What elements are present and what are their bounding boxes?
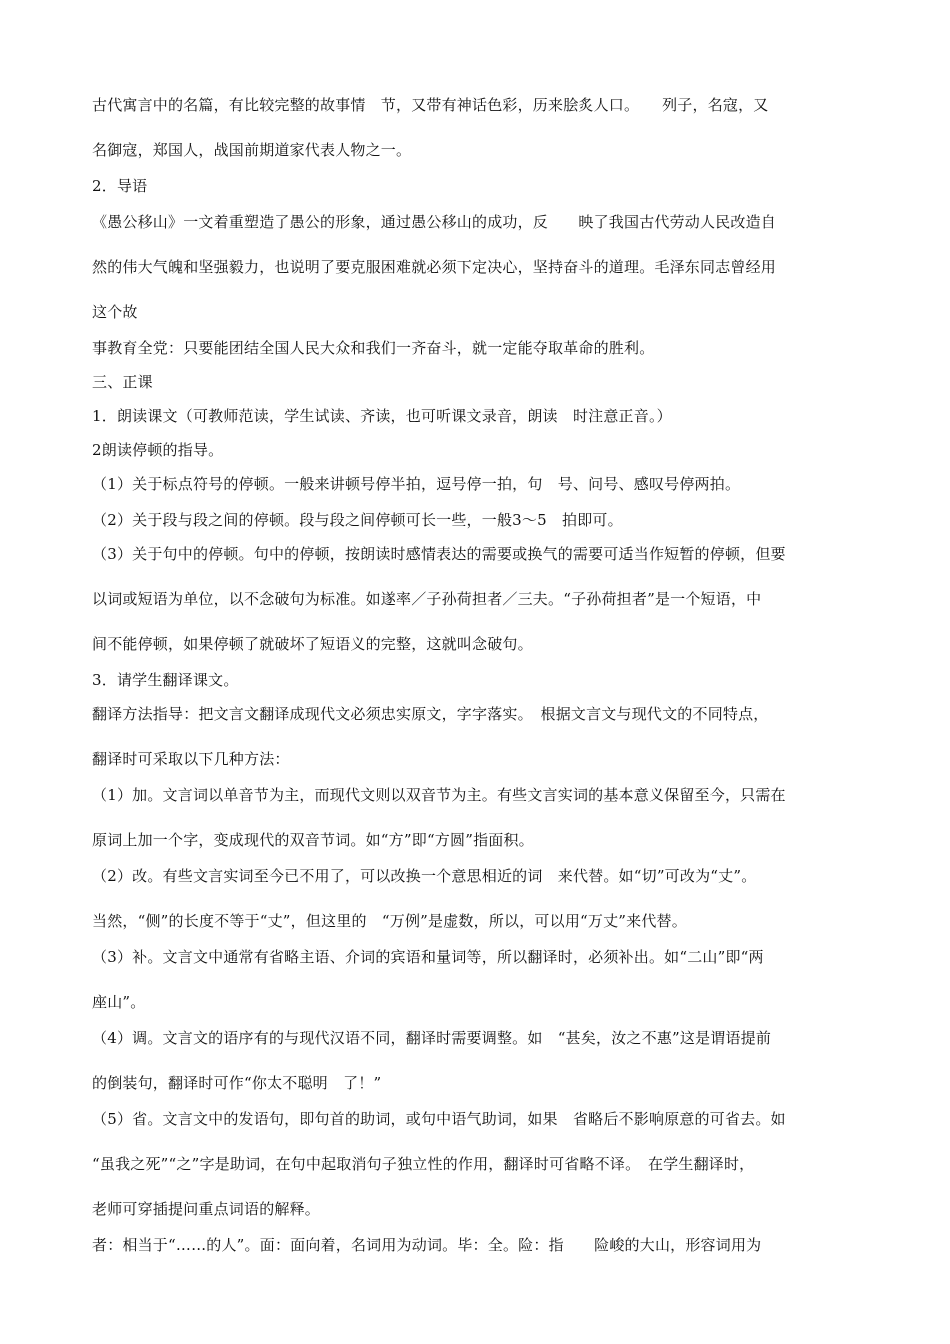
section-heading: 三、正课 [92,373,153,391]
paragraph-line: 古代寓言中的名篇，有比较完整的故事情 节，又带有神话色彩，历来脍炙人口。 列子，名寇，又 [92,96,769,114]
list-item: （5）省。文言文中的发语句，即句首的助词，或句中语气助词，如果 省略后不影响原意的可省去。如 [92,1110,786,1128]
list-item: （3）关于句中的停顿。句中的停顿，按朗读时感情表达的需要或换气的需要可适当作短暂的停顿，但要 [92,545,786,563]
paragraph-line: 当然，“侧”的长度不等于“丈”，但这里的 “万例”是虚数，所以，可以用“万丈”来代替。 [92,912,687,930]
list-item: （3）补。文言文中通常有省略主语、介词的宾语和量词等，所以翻译时，必须补出。如“二山”即“两 [92,948,764,966]
paragraph-line: 座山”。 [92,993,146,1011]
list-item: （2）关于段与段之间的停顿。段与段之间停顿可长一些，一般3～5 拍即可。 [92,511,623,529]
paragraph-line: 以词或短语为单位，以不念破句为标准。如遂率／子孙荷担者／三夫。“子孙荷担者”是一个短语，中 [92,590,762,608]
paragraph-line: 间不能停顿，如果停顿了就破坏了短语义的完整，这就叫念破句。 [92,635,533,653]
paragraph-line: 2朗读停顿的指导。 [92,441,224,459]
list-item: （2）改。有些文言实词至今已不用了，可以改换一个意思相近的词 来代替。如“切”可改为“丈”。 [92,867,757,885]
paragraph-line: 翻译方法指导：把文言文翻译成现代文必须忠实原文，字字落实。 根据文言文与现代文的不同特点， [92,705,769,723]
section-heading: 2．导语 [92,177,148,195]
paragraph-line: 事教育全党：只要能团结全国人民大众和我们一齐奋斗，就一定能夺取革命的胜利。 [92,339,655,357]
paragraph-line: “虽我之死”“之”字是助词，在句中起取消句子独立性的作用，翻译时可省略不译。 在学生翻译时， [92,1155,755,1173]
section-heading: 3．请学生翻译课文。 [92,671,239,689]
paragraph-line: 原词上加一个字，变成现代的双音节词。如“方”即“方圆”指面积。 [92,831,534,849]
paragraph-line: 的倒装句，翻译时可作“你太不聪明 了！” [92,1074,382,1092]
paragraph-line: 翻译时可采取以下几种方法： [92,750,290,768]
paragraph-line: 名御寇，郑国人，战国前期道家代表人物之一。 [92,141,412,159]
list-item: （1）加。文言词以单音节为主，而现代文则以双音节为主。有些文言实词的基本意义保留至今，只需在 [92,786,786,804]
list-item: （4）调。文言文的语序有的与现代汉语不同，翻译时需要调整。如 “甚矣，汝之不惠”这是谓语提前 [92,1029,772,1047]
paragraph-line: 《愚公移山》一文着重塑造了愚公的形象，通过愚公移山的成功，反 映了我国古代劳动人民改造自 [92,213,777,231]
paragraph-line: 老师可穿插提问重点词语的解释。 [92,1200,321,1218]
paragraph-line: 1．朗读课文（可教师范读，学生试读、齐读，也可听课文录音，朗读 时注意正音。） [92,407,672,425]
paragraph-line: 然的伟大气魄和坚强毅力，也说明了要克服困难就必须下定决心，坚持奋斗的道理。毛泽东同志曾经用 [92,258,777,276]
list-item: （1）关于标点符号的停顿。一般来讲顿号停半拍，逗号停一拍，句 号、问号、感叹号停两拍。 [92,475,741,493]
paragraph-line: 这个故 [92,303,138,321]
paragraph-line: 者：相当于“……的人”。面：面向着，名词用为动词。毕：全。险：指 险峻的大山，形容词用为 [92,1236,762,1254]
